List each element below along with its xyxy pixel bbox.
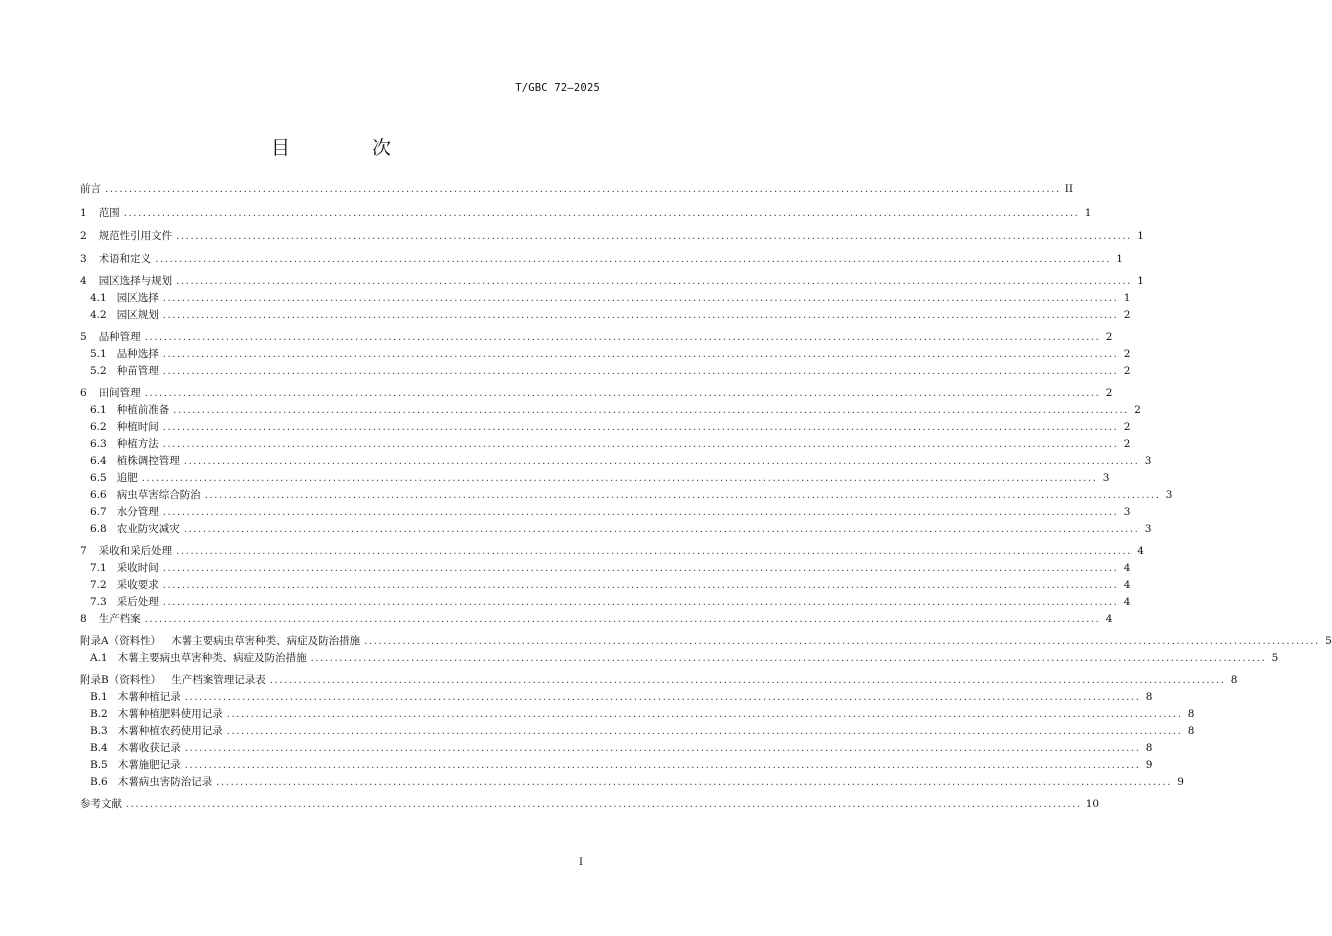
toc-entry[interactable] xyxy=(80,543,1144,560)
toc-entry-page: 8 xyxy=(1145,691,1153,703)
toc-entry-number: 5 xyxy=(80,331,87,343)
toc-entry-title: 木薯病虫害防治记录 xyxy=(117,776,213,788)
toc-dot-leader: ........................................................................................................................................................................................................ xyxy=(176,276,1132,287)
toc-entry-page: 4 xyxy=(1123,596,1131,608)
toc-entry-title: 生产档案 xyxy=(98,613,141,625)
toc-entry[interactable] xyxy=(90,689,1153,706)
toc-dot-leader: ........................................................................................................................................................................................................ xyxy=(162,310,1119,321)
toc-entry-title: 采后处理 xyxy=(116,596,159,608)
toc-entry-number: 4.1 xyxy=(90,292,107,304)
toc-entry-page: 2 xyxy=(1123,309,1131,321)
toc-entry[interactable] xyxy=(80,611,1113,628)
toc-entry-title: 种植时间 xyxy=(116,421,159,433)
toc-entry-title: 追肥 xyxy=(116,472,138,484)
toc-entry[interactable] xyxy=(80,633,1332,650)
toc-entry-page: 3 xyxy=(1165,489,1173,501)
toc-entry-page: 1 xyxy=(1084,207,1092,219)
toc-entry-title: 农业防灾减灾 xyxy=(116,523,180,535)
toc-dot-leader: ........................................................................................................................................................................................................ xyxy=(310,653,1267,664)
toc-entry[interactable] xyxy=(90,774,1184,791)
toc-entry-page: 3 xyxy=(1102,472,1110,484)
toc-dot-leader: ........................................................................................................................................................................................................ xyxy=(162,439,1119,450)
toc-entry-page: II xyxy=(1064,183,1074,195)
toc-dot-leader: ........................................................................................................................................................................................................ xyxy=(144,614,1101,625)
toc-entry-page: 9 xyxy=(1177,776,1184,788)
toc-entry[interactable] xyxy=(80,329,1113,346)
toc-entry-title: 木薯种植农药使用记录 xyxy=(117,725,223,737)
toc-entry-page: 8 xyxy=(1230,674,1238,686)
toc-entry-title: 园区规划 xyxy=(116,309,159,321)
toc-entry-number: B.6 xyxy=(90,776,108,788)
toc-entry[interactable] xyxy=(90,650,1279,667)
toc-entry-number: 7.1 xyxy=(90,562,107,574)
toc-entry[interactable] xyxy=(90,453,1152,470)
toc-dot-leader: ........................................................................................................................................................................................................ xyxy=(162,507,1119,518)
toc-entry[interactable] xyxy=(80,205,1092,222)
toc-entry-page: 2 xyxy=(1105,331,1113,343)
toc-entry[interactable] xyxy=(90,346,1131,363)
toc-entry[interactable] xyxy=(80,385,1113,402)
page-title: 目 次 xyxy=(270,137,430,159)
toc-entry-number: 附录A（资料性） xyxy=(80,635,162,647)
toc-entry[interactable] xyxy=(80,273,1144,290)
toc-entry-title: 品种管理 xyxy=(98,331,141,343)
toc-entry-number: 6.4 xyxy=(90,455,107,467)
toc-entry[interactable] xyxy=(90,706,1195,723)
toc-entry-number: 3 xyxy=(80,253,87,265)
toc-dot-leader: ........................................................................................................................................................................................................ xyxy=(162,293,1119,304)
toc-entry[interactable] xyxy=(90,594,1131,611)
toc-entry-page: 2 xyxy=(1123,438,1131,450)
toc-dot-leader: ........................................................................................................................................................................................................ xyxy=(162,563,1119,574)
toc-entry-number: B.2 xyxy=(90,708,108,720)
toc-dot-leader: ........................................................................................................................................................................................................ xyxy=(176,231,1132,242)
toc-entry-page: 1 xyxy=(1123,292,1131,304)
toc-entry-number: B.1 xyxy=(90,691,108,703)
toc-entry-title: 品种选择 xyxy=(116,348,159,360)
toc-dot-leader: ........................................................................................................................................................................................................ xyxy=(183,524,1140,535)
toc-entry-page: 8 xyxy=(1187,708,1195,720)
toc-entry-title: 采收和采后处理 xyxy=(98,545,173,557)
toc-dot-leader: ........................................................................................................................................................................................................ xyxy=(123,208,1080,219)
toc-entry-title: 前言 xyxy=(80,183,101,195)
toc-entry-title: 病虫草害综合防治 xyxy=(116,489,201,501)
page-number: I xyxy=(579,857,583,868)
toc-entry[interactable] xyxy=(90,723,1195,740)
toc-dot-leader: ........................................................................................................................................................................................................ xyxy=(216,777,1172,788)
toc-entry-title: 园区选择 xyxy=(116,292,159,304)
toc-entry[interactable] xyxy=(90,363,1131,380)
toc-entry-page: 8 xyxy=(1145,742,1153,754)
toc-entry-page: 1 xyxy=(1137,230,1144,242)
toc-entry-page: 2 xyxy=(1105,387,1113,399)
toc-entry[interactable] xyxy=(90,307,1131,324)
toc-dot-leader: ........................................................................................................................................................................................................ xyxy=(162,580,1119,591)
toc-entry-number: 附录B（资料性） xyxy=(80,674,162,686)
toc-dot-leader: ........................................................................................................................................................................................................ xyxy=(226,726,1183,737)
toc-dot-leader: ........................................................................................................................................................................................................ xyxy=(105,184,1061,195)
toc-dot-leader: ........................................................................................................................................................................................................ xyxy=(204,490,1161,501)
toc-entry[interactable] xyxy=(90,757,1153,774)
toc-dot-leader: ........................................................................................................................................................................................................ xyxy=(226,709,1183,720)
toc-entry-page: 1 xyxy=(1116,253,1123,265)
toc-entry[interactable] xyxy=(80,251,1123,268)
document-code: T/GBC 72—2025 xyxy=(515,82,600,94)
toc-entry-page: 4 xyxy=(1123,579,1131,591)
toc-entry-number: 6 xyxy=(80,387,87,399)
toc-entry-title: 木薯种植肥料使用记录 xyxy=(117,708,223,720)
toc-entry-number: 7 xyxy=(80,545,87,557)
toc-dot-leader: ........................................................................................................................................................................................................ xyxy=(144,332,1101,343)
toc-entry-page: 2 xyxy=(1123,365,1131,377)
toc-dot-leader: ........................................................................................................................................................................................................ xyxy=(183,456,1140,467)
toc-entry[interactable] xyxy=(90,521,1152,538)
toc-entry-title: 采收要求 xyxy=(116,579,159,591)
toc-dot-leader: ........................................................................................................................................................................................................ xyxy=(144,388,1101,399)
toc-entry-number: 8 xyxy=(80,613,87,625)
toc-dot-leader: ........................................................................................................................................................................................................ xyxy=(184,692,1141,703)
toc-entry[interactable] xyxy=(90,402,1141,419)
toc-entry-number: 4 xyxy=(80,275,87,287)
toc-entry-page: 4 xyxy=(1137,545,1144,557)
toc-entry-title: 木薯主要病虫草害种类、病症及防治措施 xyxy=(117,652,307,664)
toc-entry-title: 种苗管理 xyxy=(116,365,159,377)
toc-entry-title: 术语和定义 xyxy=(98,253,152,265)
toc-entry-page: 3 xyxy=(1144,455,1152,467)
toc-entry-number: 5.1 xyxy=(90,348,107,360)
toc-entry[interactable] xyxy=(90,560,1131,577)
toc-entry-title: 水分管理 xyxy=(116,506,159,518)
toc-entry[interactable] xyxy=(80,672,1238,689)
toc-entry-title: 规范性引用文件 xyxy=(98,230,173,242)
toc-entry-title: 木薯收获记录 xyxy=(117,742,181,754)
toc-dot-leader: ........................................................................................................................................................................................................ xyxy=(364,636,1320,647)
toc-entry-title: 植株调控管理 xyxy=(116,455,180,467)
toc-entry[interactable] xyxy=(90,436,1131,453)
toc-dot-leader: ........................................................................................................................................................................................................ xyxy=(173,405,1129,416)
toc-entry-number: 6.5 xyxy=(90,472,107,484)
toc-entry-page: 1 xyxy=(1137,275,1144,287)
toc-entry-title: 园区选择与规划 xyxy=(98,275,173,287)
toc-entry-number: 6.8 xyxy=(90,523,107,535)
toc-entry-number: 6.2 xyxy=(90,421,107,433)
toc-entry[interactable] xyxy=(90,290,1131,307)
toc-entry-page: 2 xyxy=(1123,421,1131,433)
toc-entry-page: 3 xyxy=(1144,523,1152,535)
toc-dot-leader: ........................................................................................................................................................................................................ xyxy=(269,675,1226,686)
toc-entry-title: 木薯施肥记录 xyxy=(117,759,181,771)
toc-entry[interactable] xyxy=(90,470,1110,487)
toc-entry-page: 10 xyxy=(1085,798,1100,810)
toc-entry-page: 5 xyxy=(1325,635,1332,647)
toc-entry-title: 生产档案管理记录表 xyxy=(171,674,266,686)
toc-entry-number: 6.3 xyxy=(90,438,107,450)
toc-entry-number: B.4 xyxy=(90,742,108,754)
toc-entry-number: 5.2 xyxy=(90,365,107,377)
toc-entry[interactable] xyxy=(80,796,1100,813)
toc-entry-number: B.5 xyxy=(90,759,108,771)
toc-dot-leader: ........................................................................................................................................................................................................ xyxy=(162,422,1119,433)
toc-entry-number: 1 xyxy=(80,207,87,219)
toc-entry[interactable] xyxy=(80,181,1074,198)
toc-entry-number: 6.7 xyxy=(90,506,107,518)
toc-dot-leader: ........................................................................................................................................................................................................ xyxy=(176,546,1132,557)
toc-dot-leader: ........................................................................................................................................................................................................ xyxy=(141,473,1098,484)
toc-entry-number: 7.3 xyxy=(90,596,107,608)
toc-entry-number: 6.1 xyxy=(90,404,107,416)
toc-entry-page: 4 xyxy=(1105,613,1113,625)
toc-dot-leader: ........................................................................................................................................................................................................ xyxy=(155,254,1111,265)
toc-entry-page: 2 xyxy=(1123,348,1131,360)
toc-entry-number: B.3 xyxy=(90,725,108,737)
toc-entry[interactable] xyxy=(90,577,1131,594)
toc-dot-leader: ........................................................................................................................................................................................................ xyxy=(162,366,1119,377)
toc-entry-title: 木薯种植记录 xyxy=(117,691,181,703)
toc-dot-leader: ........................................................................................................................................................................................................ xyxy=(184,743,1141,754)
toc-dot-leader: ........................................................................................................................................................................................................ xyxy=(126,799,1082,810)
toc-entry-title: 采收时间 xyxy=(116,562,159,574)
toc-entry-title: 木薯主要病虫草害种类、病症及防治措施 xyxy=(171,635,361,647)
toc-entry-title: 田间管理 xyxy=(98,387,141,399)
toc-entry-number: 4.2 xyxy=(90,309,107,321)
toc-entry-page: 5 xyxy=(1271,652,1279,664)
toc-entry-page: 3 xyxy=(1123,506,1131,518)
toc-entry-title: 参考文献 xyxy=(80,798,122,810)
toc-entry-title: 种植方法 xyxy=(116,438,159,450)
toc-dot-leader: ........................................................................................................................................................................................................ xyxy=(162,597,1119,608)
toc-entry-number: 6.6 xyxy=(90,489,107,501)
toc-dot-leader: ........................................................................................................................................................................................................ xyxy=(162,349,1119,360)
toc-entry[interactable] xyxy=(90,504,1131,521)
toc-entry[interactable] xyxy=(80,228,1144,245)
toc-entry-title: 范围 xyxy=(98,207,120,219)
toc-entry-title: 种植前准备 xyxy=(116,404,170,416)
toc-entry-number: 7.2 xyxy=(90,579,107,591)
toc-entry-page: 2 xyxy=(1134,404,1141,416)
toc-entry-page: 4 xyxy=(1123,562,1131,574)
toc-entry[interactable] xyxy=(90,419,1131,436)
toc-dot-leader: ........................................................................................................................................................................................................ xyxy=(184,760,1141,771)
toc-entry[interactable] xyxy=(90,740,1153,757)
toc-entry-page: 8 xyxy=(1187,725,1195,737)
toc-entry-page: 9 xyxy=(1145,759,1153,771)
toc-entry-number: A.1 xyxy=(90,652,108,664)
toc-entry[interactable] xyxy=(90,487,1173,504)
toc-entry-number: 2 xyxy=(80,230,87,242)
